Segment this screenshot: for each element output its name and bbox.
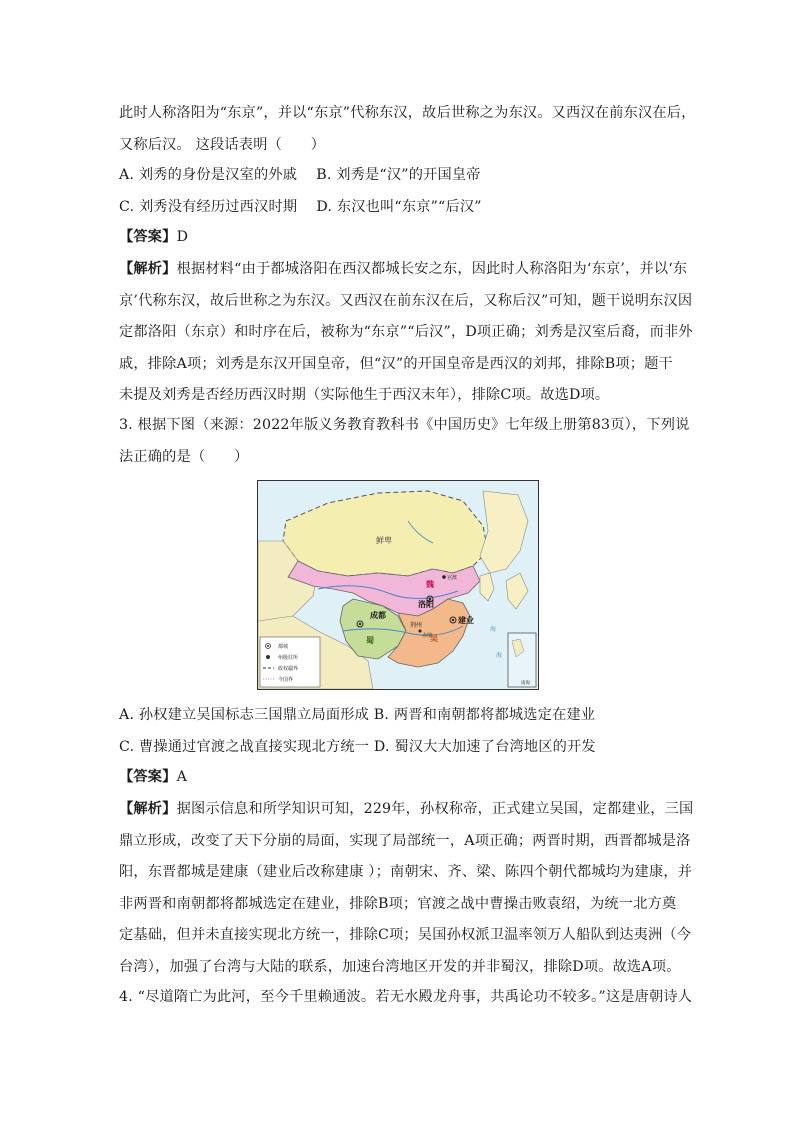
legend-modern-border: 今国界: [278, 677, 294, 683]
q3-analysis-line-1: 据图示信息和所学知识可知，229年，孙权称帝，正式建立吴国，定都建业，三国: [176, 801, 694, 817]
label-shu: 蜀: [366, 636, 374, 645]
three-kingdoms-map: [257, 480, 539, 690]
q2-analysis-line-2: 京’代称东汉，故后世称之为东汉。又西汉在前东汉在后，又称后汉”可知，题干说明东汉因: [119, 292, 693, 309]
label-xianbei: 鲜卑: [376, 536, 392, 545]
label-sea-2: 海: [496, 652, 503, 659]
q3-option-cd: C. 曹操通过官渡之战直接实现北方统一 D. 蜀汉大大加速了台湾地区的开发: [119, 738, 596, 755]
q3-analysis-line-2: 鼎立形成，改变了天下分崩的局面，实现了局部统一，A项正确；两晋时期，西晋都城是洛: [119, 832, 691, 849]
q3-analysis-line-3: 阳，东晋都城是建康（建业后改称建康 ）；南朝宋、齐、梁、陈四个朝代都城均为建康，并: [119, 864, 693, 880]
q3-analysis: [119, 794, 694, 983]
q2-answer-label: 【答案】: [119, 229, 177, 245]
q2-answer: [119, 222, 687, 254]
label-wu: 吴: [430, 634, 438, 643]
label-wei: 魏: [426, 580, 434, 589]
q3-answer-value: A: [176, 769, 188, 785]
q3-analysis-line-4: 非两晋和南朝都将都城选定在建业，排除B项；官渡之战中曹操击败袁绍，为统一北方奠: [119, 895, 677, 912]
q3-options: [119, 700, 687, 763]
q3-analysis-line-6: 台湾），加强了台湾与大陆的联系，加速台湾地区开发的并非蜀汉，排除D项。故选A项。: [119, 958, 681, 975]
q2-stem-line-2: 又称后汉。 这段话表明（ ）: [119, 136, 326, 153]
q3-analysis-label: 【解析】: [119, 801, 177, 817]
q3-stem: [119, 410, 690, 473]
label-chibi: 赤壁: [422, 633, 433, 639]
q2-analysis-line-4: 戚，排除A项；刘秀是东汉开国皇帝，但“汉”的开国皇帝是西汉的刘邦，排除B项；题干: [119, 355, 673, 372]
label-guandu: 官渡: [447, 575, 458, 581]
q2-analysis-line-3: 定都洛阳（东京）和时序在后，被称为“东京”“后汉”，D项正确；刘秀是汉室后裔，而非外: [119, 324, 693, 340]
legend-prefecture: 州级驻所: [278, 655, 299, 661]
q2-stem: [119, 98, 696, 161]
q2-option-cd: C. 刘秀没有经历过西汉时期 D. 东汉也叫“东京”“后汉”: [119, 198, 482, 215]
legend-capital: 都城: [278, 644, 289, 650]
q2-stem-line-1: 此时人称洛阳为“东京”，并以“东京”代称东汉，故后世称之为东汉。又西汉在前东汉在后，: [119, 105, 696, 121]
q2-analysis-line-5: 未提及刘秀是否经历西汉时期（实际他生于西汉末年），排除C项。故选D项。: [119, 387, 610, 403]
q3-analysis-line-5: 定基础，但并未直接实现北方统一，排除C项；吴国孙权派卫温率领万人船队到达夷洲（今: [119, 927, 692, 943]
q3-stem-line-2: 法正确的是（ ）: [119, 448, 249, 465]
q2-answer-value: D: [176, 229, 189, 245]
label-chengdu: 成都: [370, 611, 386, 620]
q4-stem-line-1: 4. “尽道隋亡为此河，至今千里赖通波。若无水殿龙舟事，共禹论功不较多。”这是唐朝诗人: [119, 989, 693, 1005]
q4-stem: [119, 982, 693, 1014]
q2-analysis: [119, 254, 693, 412]
q3-option-ab: A. 孙权建立吴国标志三国鼎立局面形成 B. 两晋和南朝都将都城选定在建业: [119, 707, 596, 723]
label-sea-1: 海: [490, 626, 497, 633]
q3-answer: [119, 762, 687, 794]
q2-analysis-label: 【解析】: [119, 261, 177, 277]
label-jingzhou: 荆州: [410, 622, 423, 629]
q3-answer-label: 【答案】: [119, 769, 177, 785]
label-luoyang: 洛阳: [418, 600, 434, 609]
q2-option-ab: A. 刘秀的身份是汉室的外戚 B. 刘秀是“汉”的开国皇帝: [119, 167, 481, 183]
label-jianye: 建业: [458, 616, 474, 625]
q3-stem-line-1: 3. 根据下图（来源：2022年版义务教育教科书《中国历史》七年级上册第83页），下列说: [119, 417, 690, 433]
q2-options: [119, 160, 687, 223]
label-inset: 南海: [521, 681, 530, 686]
q2-analysis-line-1: 根据材料“由于都城洛阳在西汉都城长安之东，因此时人称洛阳为‘东京’，并以‘东: [176, 261, 688, 277]
legend-border: 政权疆界: [278, 666, 299, 672]
